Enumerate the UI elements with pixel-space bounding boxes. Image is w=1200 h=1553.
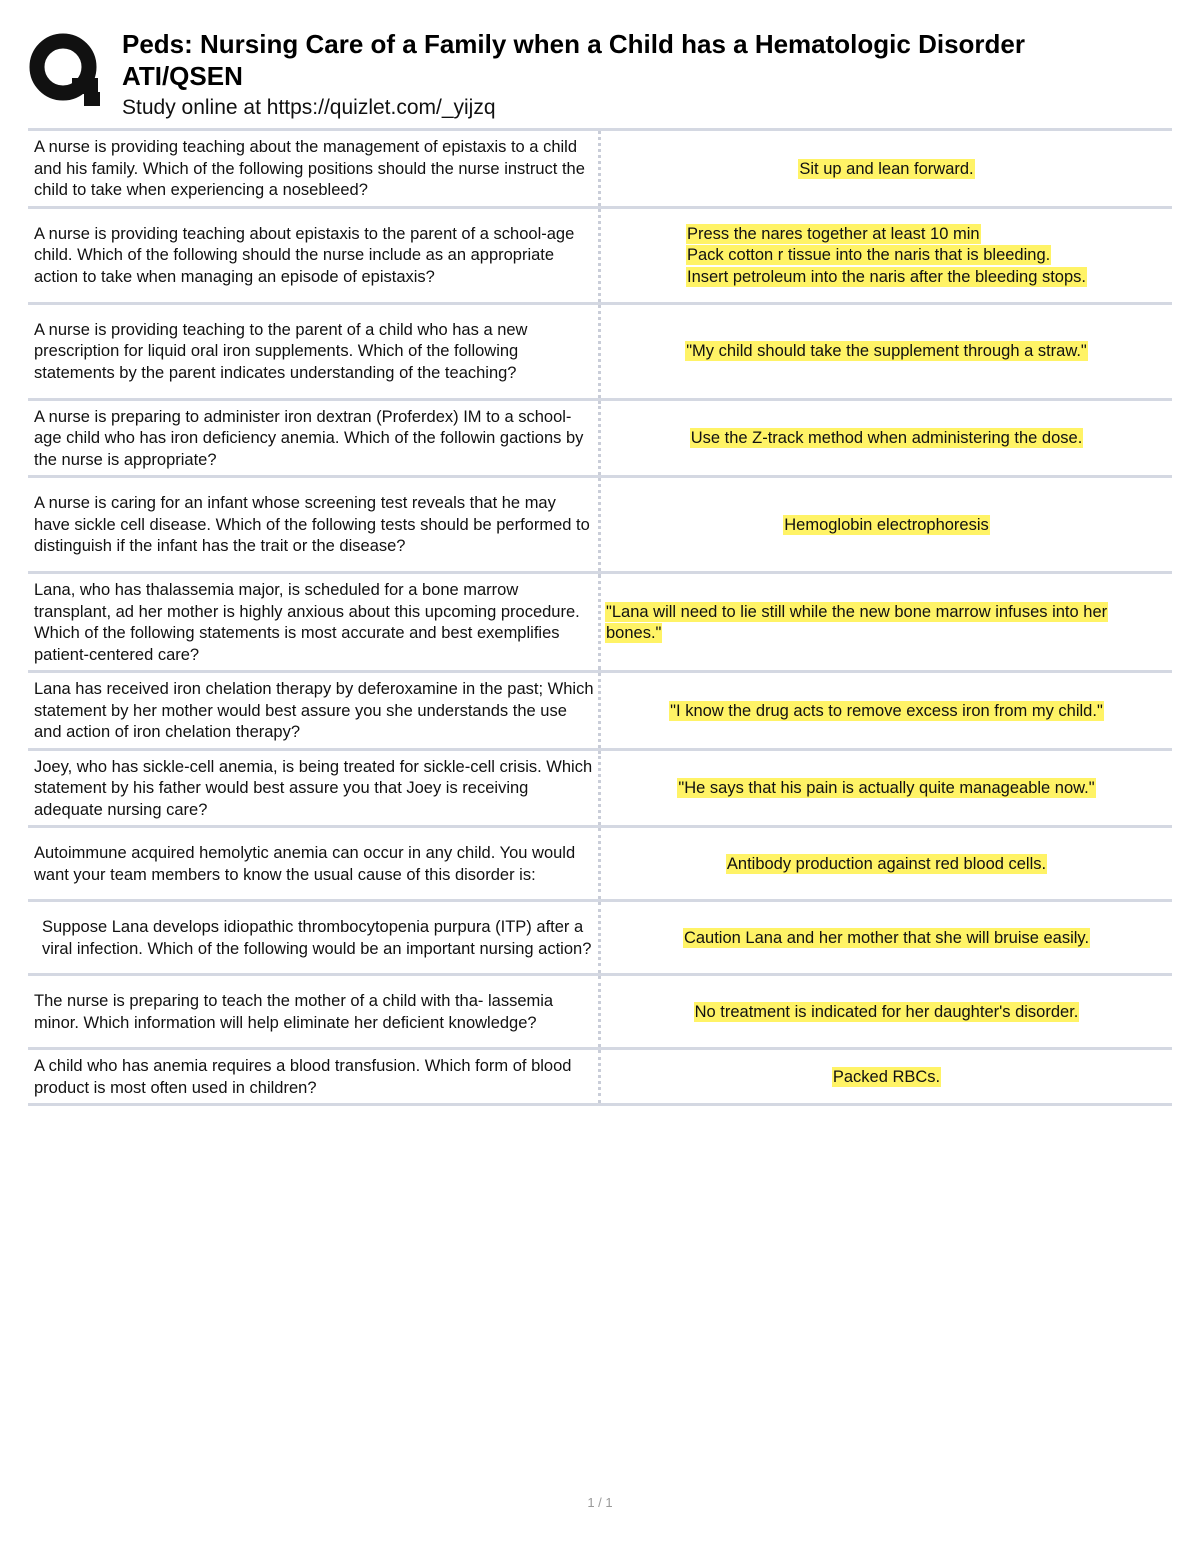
study-online-line [122,94,1200,122]
answer-cell [600,130,1173,208]
answer-highlight: "Lana will need to lie still while the new bone marrow infuses into her bones." [606,602,1108,642]
question-cell: A nurse is providing teaching to the parent of a child who has a new prescription for liquid oral iron supplements. Which of the following statements by the parent indicates understanding of the teaching? [28,303,600,399]
question-cell: A child who has anemia requires a blood transfusion. Which form of blood product is most often used in children? [28,1049,600,1105]
table-row [28,1049,1172,1105]
question-cell: A nurse is caring for an infant whose screening test reveals that he may have sickle cell disease. Which of the following tests should be performed to distinguish if the infant has the trait or the disease? [28,477,600,573]
answer-highlight: "My child should take the supplement through a straw." [686,342,1087,361]
answer-cell [600,901,1173,975]
answer-highlight: Insert petroleum into the naris after the bleeding stops. [687,267,1086,286]
answer-highlight: Use the Z-track method when administering the dose. [690,429,1083,447]
question-cell: A nurse is preparing to administer iron dextran (Proferdex) IM to a school-age child who has iron deficiency anemia. Which of the followin gactions by the nurse is appropriate? [28,399,600,477]
answer-cell [600,975,1173,1049]
answer-highlight: "I know the drug acts to remove excess iron from my child." [670,701,1103,720]
answer-highlight: Sit up and lean forward. [799,159,974,178]
table-row [28,672,1172,750]
question-cell: Autoimmune acquired hemolytic anemia can occur in any child. You would want your team members to know the usual cause of this disorder is: [28,827,600,901]
question-cell: A nurse is providing teaching about epistaxis to the parent of a school-age child. Which of the following should the nurse include as an appropriate action to take when managing an episode of epistaxis? [28,207,600,303]
table-row [28,477,1172,573]
answer-highlight: Antibody production against red blood cells. [726,854,1047,873]
document-header [28,28,1200,128]
table-row [28,573,1172,672]
answer-cell [600,399,1173,477]
question-cell: A nurse is providing teaching about the management of epistaxis to a child and his family. Which of the following positions should the nurse instruct the child to take when experiencing a nosebleed? [28,130,600,208]
question-cell: Lana, who has thalassemia major, is scheduled for a bone marrow transplant, ad her mother is highly anxious about this upcoming procedure. Which of the following statements is most accurate and best exemplifies patient-centered care? [28,573,600,672]
study-prefix: Study online at [122,96,267,119]
table-row [28,975,1172,1049]
page-indicator: 1 / 1 [587,1495,613,1510]
answer-cell [600,477,1173,573]
table-row [28,130,1172,208]
question-cell: The nurse is preparing to teach the mother of a child with tha- lassemia minor. Which information will help eliminate her deficient knowledge? [28,975,600,1049]
answer-cell [600,207,1173,303]
title-block [122,28,1200,122]
answer-cell [600,1049,1173,1105]
answer-highlight: Pack cotton r tissue into the naris that is bleeding. [687,246,1051,265]
answer-list [686,224,1087,289]
flashcard-table [28,128,1172,1106]
table-row [28,207,1172,303]
document-title: Peds: Nursing Care of a Family when a Child has a Hematologic Disorder [122,29,1025,59]
document-subtitle: ATI/QSEN [122,61,243,91]
study-link[interactable]: https://quizlet.com/_yijzq [266,96,496,119]
answer-highlight: Hemoglobin electrophoresis [784,515,989,534]
answer-highlight: "He says that his pain is actually quite manageable now." [678,779,1095,797]
answer-highlight: Caution Lana and her mother that she will bruise easily. [683,928,1090,947]
table-row [28,399,1172,477]
answer-highlight: Press the nares together at least 10 min [687,224,980,243]
table-row [28,749,1172,827]
answer-cell [600,672,1173,750]
table-row [28,303,1172,399]
answer-cell [600,749,1173,827]
answer-highlight: No treatment is indicated for her daughter's disorder. [694,1002,1079,1021]
question-cell: Joey, who has sickle-cell anemia, is being treated for sickle-cell crisis. Which statement by his father would best assure you that Joey is receiving adequate nursing care? [28,749,600,827]
answer-cell [600,303,1173,399]
question-cell: Suppose Lana develops idiopathic thrombocytopenia purpura (ITP) after a viral infection. Which of the following would be an important nursing action? [28,901,600,975]
answer-cell [600,573,1173,672]
answer-highlight: Packed RBCs. [832,1067,941,1086]
table-row [28,901,1172,975]
question-cell: Lana has received iron chelation therapy by deferoxamine in the past; Which statement by her mother would best assure you she understands the use and action of iron chelation therapy? [28,672,600,750]
table-row [28,827,1172,901]
answer-cell [600,827,1173,901]
quizlet-logo-icon [28,32,104,108]
